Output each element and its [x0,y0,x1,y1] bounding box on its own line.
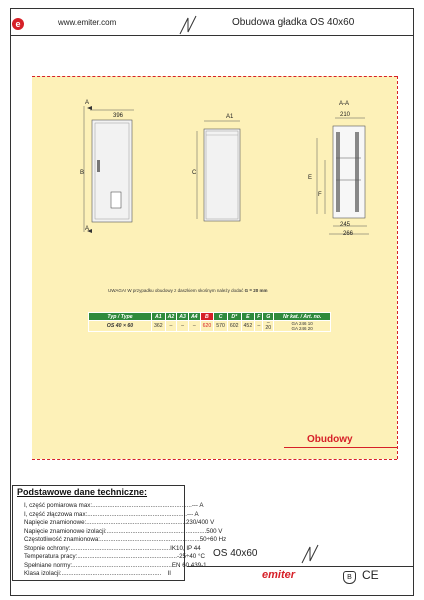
col-art-no: Nr kat. / Art. no. [274,313,331,321]
note [108,288,268,293]
panel-border-top [32,76,397,77]
spec-leader: .......................................................... [86,519,186,526]
side-height-dim: C [192,170,197,176]
spec-label: Spełniane normy: [24,561,73,569]
spec-value: 500 V [206,527,223,535]
section-f-dim: F [318,192,322,198]
cell-art-no: GA 246 10 GA 246 20 [274,321,331,332]
col-type: Typ / Type [89,313,152,321]
cell-a4: – [188,321,200,332]
cell-type: OS 40 × 60 [89,321,152,332]
cell-e: 452 [241,321,255,332]
spec-label: Klasa izolacji: [24,570,62,577]
col-c: C [214,313,228,321]
spec-row [24,570,171,577]
footer-zigzag-icon [300,543,320,565]
spec-row [24,561,207,569]
section-total-depth-dim: 266 [343,231,354,237]
spec-label: Napięcie znamionowe: [24,519,87,526]
footer-divider [187,566,414,567]
spec-label: I, część złączowa max: [24,510,88,518]
model-name: OS 40x60 [213,548,258,559]
spec-leader: .......................................................... [92,502,192,509]
cell-a2: – [165,321,177,332]
ce-mark-icon: CE [362,568,379,582]
specs-title: Podstawowe dane techniczne: [17,487,148,497]
col-e: E [241,313,255,321]
col-a4: A4 [188,313,200,321]
brand-logo: emiter [262,569,296,581]
emiter-logo-icon: e [12,18,24,30]
cell-f: – [255,321,263,332]
section-name: Obudowy [307,434,353,445]
spec-value: -25÷40 °C [177,553,205,560]
col-d: D* [227,313,241,321]
side-width-dim: A1 [226,114,234,120]
spec-value: --- A [187,510,199,518]
spec-label: Stopnie ochrony: [24,544,71,552]
spec-row [24,544,201,552]
spec-row [24,527,223,535]
table-row [89,321,331,332]
note-text: UWAGA! W przypadku obudowy z daszkiem skośnym należy dodać [108,288,245,293]
spec-leader: .......................................................... [72,561,172,569]
section-width-dim: 210 [340,112,351,118]
front-view-drawing [78,100,138,240]
front-a-bottom: A [85,226,90,232]
col-a1: A1 [152,313,166,321]
spec-leader: .......................................................... [61,570,162,577]
spec-leader: .......................................................... [106,527,207,535]
side-view-drawing [192,115,248,227]
note-bold: G = 20 mm [244,288,268,293]
col-f: F [255,313,263,321]
b-cert-icon: B [343,571,356,584]
table-header-row [89,313,331,321]
spec-row [24,536,227,543]
col-g: G [263,313,274,321]
header-divider [10,35,414,36]
spec-leader: .......................................................... [87,510,187,518]
section-label: A-A [339,101,350,107]
section-view-drawing [305,108,373,243]
spec-leader: .......................................................... [100,536,200,543]
panel-border-bottom [32,459,397,460]
spec-row [24,519,215,526]
front-height-dim: B [80,170,85,176]
cell-d: 602 [227,321,241,332]
website-url[interactable]: www.emiter.com [58,18,117,27]
spec-leader: .......................................................... [70,544,171,552]
cell-b: 620 [200,321,214,332]
spec-row [24,510,199,518]
document-title: Obudowa gładka OS 40x60 [232,17,355,28]
panel-border-right [397,76,398,459]
cell-a3: – [177,321,189,332]
spec-leader: .......................................................... [77,553,178,560]
front-width-dim: 396 [113,113,124,119]
col-a2: A2 [165,313,177,321]
section-underline [284,447,397,448]
section-e-dim: E [308,175,313,181]
cell-a1: 362 [152,321,166,332]
spec-label: Częstotliwość znamionowa: [24,536,100,543]
spec-row [24,553,205,560]
cell-c: 570 [214,321,228,332]
spec-label: Temperatura pracy: [24,553,78,560]
spec-value: II [167,570,171,577]
col-b: B [200,313,214,321]
spec-label: Napięcie znamionowe izolacji: [24,527,107,535]
spec-value: IK10, IP 44 [170,544,201,552]
spec-value: EN 60 439-1 [171,561,207,569]
spec-value: --- A [191,502,204,509]
col-a3: A3 [177,313,189,321]
spec-label: I, część pomiarowa max: [24,502,93,509]
section-depth-dim: 245 [340,222,351,228]
spec-value: 50÷60 Hz [199,536,227,543]
spec-row [24,502,204,509]
front-a-top: A [85,100,90,106]
dimensions-table [88,312,331,332]
zigzag-mark-icon [178,14,198,36]
cell-g: – 20 [263,321,274,332]
spec-value: 230/400 V [185,519,215,526]
